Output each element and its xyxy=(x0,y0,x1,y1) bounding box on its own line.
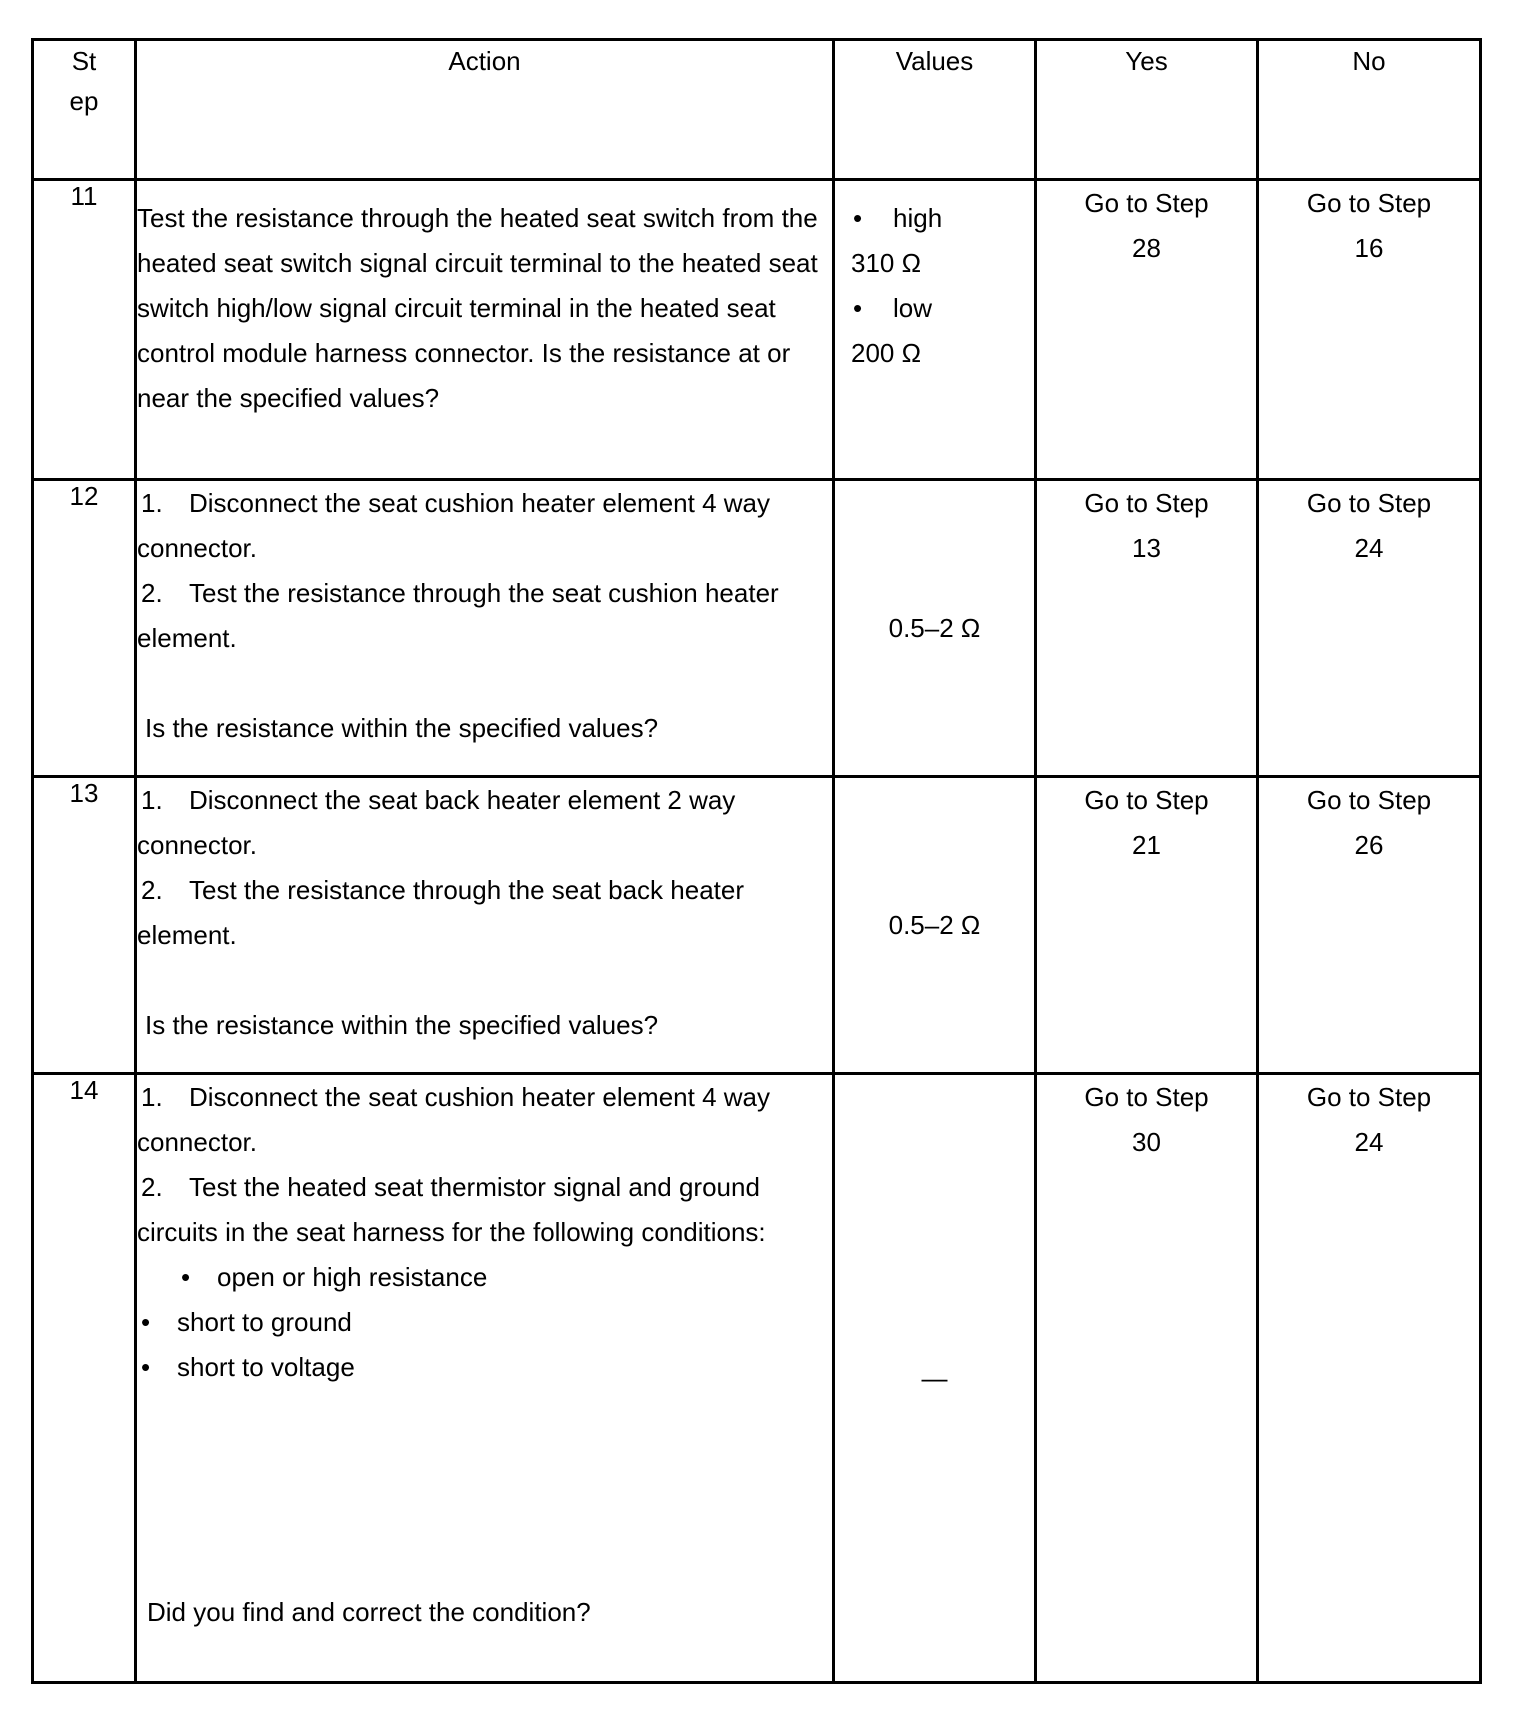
yes-goto-label: Go to Step xyxy=(1084,488,1209,518)
action-question: Is the resistance within the specified values? xyxy=(145,1010,659,1040)
step-number: 14 xyxy=(33,1074,136,1683)
step-text: Test the resistance through the seat back heater element. xyxy=(137,875,745,950)
step-text: Disconnect the seat cushion heater element 4 way connector. xyxy=(137,1082,771,1157)
no-cell xyxy=(1258,480,1481,777)
action-step xyxy=(137,868,832,958)
value-amount: 0.5–2 Ω xyxy=(834,480,1036,777)
bullet-icon: • xyxy=(853,293,863,323)
step-num: 2. xyxy=(141,578,163,608)
yes-goto-label: Go to Step xyxy=(1084,188,1209,218)
condition-item xyxy=(137,1300,832,1345)
no-goto-step: 16 xyxy=(1354,233,1384,263)
header-yes: Yes xyxy=(1036,40,1258,180)
condition-text: short to voltage xyxy=(177,1352,355,1382)
bullet-icon: • xyxy=(141,1352,151,1382)
header-no: No xyxy=(1258,40,1481,180)
action-step xyxy=(137,1165,832,1255)
yes-cell xyxy=(1036,777,1258,1074)
no-cell xyxy=(1258,1074,1481,1683)
value-amount: — xyxy=(834,1074,1036,1683)
action-question: Did you find and correct the condition? xyxy=(147,1597,591,1627)
header-action: Action xyxy=(136,40,834,180)
yes-goto-label: Go to Step xyxy=(1084,1082,1209,1112)
step-num: 1. xyxy=(141,785,163,815)
value-label: low xyxy=(893,293,933,323)
step-text: Test the heated seat thermistor signal and ground circuits in the seat harness for the following conditions: xyxy=(137,1172,766,1247)
value-item xyxy=(851,286,1024,331)
no-goto-label: Go to Step xyxy=(1306,785,1432,815)
table-row xyxy=(33,480,1481,777)
yes-goto-step: 13 xyxy=(1132,533,1161,563)
yes-cell xyxy=(1036,180,1258,480)
step-number: 13 xyxy=(33,777,136,1074)
condition-text: short to ground xyxy=(177,1307,352,1337)
table-row xyxy=(33,1074,1481,1683)
action-question: Is the resistance within the specified values? xyxy=(145,713,659,743)
no-goto-step: 24 xyxy=(1354,533,1384,563)
step-text: Disconnect the seat back heater element 2 way connector. xyxy=(137,785,736,860)
action-step xyxy=(137,1075,832,1165)
action-cell xyxy=(136,480,834,777)
yes-cell xyxy=(1036,1074,1258,1683)
action-cell xyxy=(136,777,834,1074)
yes-goto-step: 21 xyxy=(1132,830,1161,860)
values-cell xyxy=(834,180,1036,480)
condition-item xyxy=(137,1345,832,1390)
action-step xyxy=(137,481,832,571)
table-row xyxy=(33,777,1481,1074)
yes-goto-label: Go to Step xyxy=(1084,785,1209,815)
no-goto-label: Go to Step xyxy=(1306,1082,1432,1112)
step-num: 1. xyxy=(141,1082,163,1112)
no-goto-step: 26 xyxy=(1354,830,1384,860)
condition-text: open or high resistance xyxy=(217,1262,488,1292)
header-step-line2: ep xyxy=(69,86,99,116)
no-cell xyxy=(1258,777,1481,1074)
header-row xyxy=(33,40,1481,180)
step-text: Test the resistance through the seat cushion heater element. xyxy=(137,578,779,653)
yes-cell xyxy=(1036,480,1258,777)
step-number: 11 xyxy=(33,180,136,480)
step-text: Disconnect the seat cushion heater element 4 way connector. xyxy=(137,488,771,563)
step-num: 2. xyxy=(141,875,163,905)
yes-goto-step: 30 xyxy=(1132,1127,1161,1157)
diagnostic-table xyxy=(31,38,1482,1684)
action-step xyxy=(137,571,832,661)
step-number: 12 xyxy=(33,480,136,777)
value-amount: 200 Ω xyxy=(851,338,922,368)
value-item xyxy=(851,196,1024,241)
action-cell xyxy=(136,1074,834,1683)
no-goto-step: 24 xyxy=(1354,1127,1384,1157)
no-cell xyxy=(1258,180,1481,480)
step-num: 1. xyxy=(141,488,163,518)
bullet-icon: • xyxy=(853,203,863,233)
action-text: Test the resistance through the heated seat switch from the heated seat switch signal circuit terminal to the heated seat switch high/low signal circuit terminal in the heated seat control module harness connector. Is the resistance at or near the specified values? xyxy=(136,180,834,480)
value-amount: 310 Ω xyxy=(851,248,922,278)
table-row xyxy=(33,180,1481,480)
header-step-line1: St xyxy=(71,46,97,76)
no-goto-label: Go to Step xyxy=(1306,188,1432,218)
value-label: high xyxy=(893,203,943,233)
yes-goto-step: 28 xyxy=(1132,233,1161,263)
header-step xyxy=(33,40,136,180)
condition-item xyxy=(137,1255,832,1300)
value-amount: 0.5–2 Ω xyxy=(834,777,1036,1074)
action-step xyxy=(137,778,832,868)
bullet-icon: • xyxy=(181,1262,191,1292)
header-values: Values xyxy=(834,40,1036,180)
step-num: 2. xyxy=(141,1172,163,1202)
no-goto-label: Go to Step xyxy=(1306,488,1432,518)
bullet-icon: • xyxy=(141,1307,151,1337)
